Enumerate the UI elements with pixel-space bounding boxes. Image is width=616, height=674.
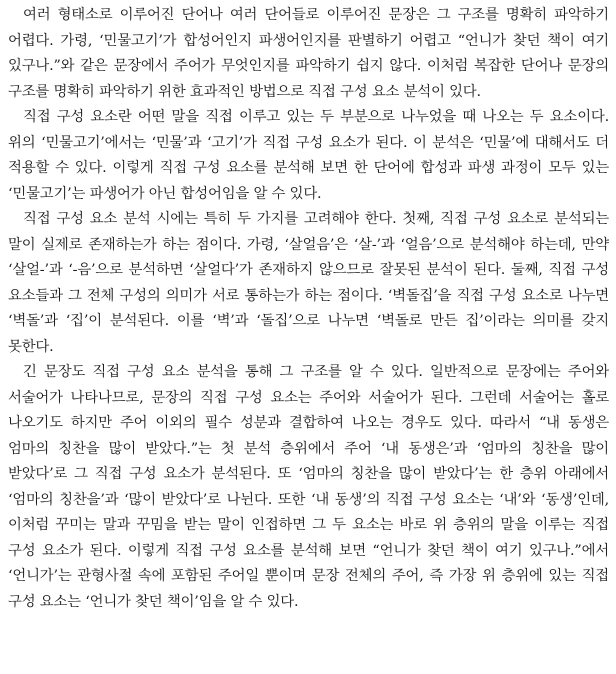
paragraph-intro: 여러 형태소로 이루어진 단어나 여러 단어들로 이루어진 문장은 그 구조를 명확히 파악하기 어렵다. 가령, ‘민물고기’가 합성어인지 파생어인지를 판별하기 어렵고 “언니가 찾던 책이 여기 있구나.”와 같은 문장에서 주어가 무엇인지를 파악하기 쉽지 않다. 이처럼 복잡한 단어나 문장의 구조를 명확히 파악하기 위한 효과적인 방법으로 직접 구성 요소 분석이 있다. [8, 7, 609, 100]
paragraph-definition: 직접 구성 요소란 어떤 말을 직접 이루고 있는 두 부분으로 나누었을 때 나오는 두 요소이다. 위의 ‘민물고기’에서는 ‘민물’과 ‘고기’가 직접 구성 요소가 된다. 이 분석은 ‘민물’에 대해서도 더 적용할 수 있다. 이렇게 직접 구성 요소를 분석해 보면 한 단어에 합성과 파생 과정이 모두 있는 ‘민물고기’는 파생어가 아닌 합성어임을 알 수 있다. [8, 109, 609, 202]
paragraph-considerations: 직접 구성 요소 분석 시에는 특히 두 가지를 고려해야 한다. 첫째, 직접 구성 요소로 분석되는 말이 실제로 존재하는가 하는 점이다. 가령, ‘살얼음’은 ‘살-’과 ‘얼음’으로 분석해야 하는데, 만약 ‘살얼-’과 ‘-음’으로 분석하면 ‘살얼다’가 존재하지 않으므로 잘못된 분석이 된다. 둘째, 직접 구성 요소들과 그 전체 구성의 의미가 서로 통하는가 하는 점이다. ‘벽돌집’을 직접 구성 요소로 나누면 ‘벽돌’과 ‘집’이 분석된다. 이를 ‘벽’과 ‘돌집’으로 나누면 ‘벽돌로 만든 집’이라는 의미를 갖지 못한다. [8, 211, 609, 355]
paragraph-sentence-analysis: 긴 문장도 직접 구성 요소 분석을 통해 그 구조를 알 수 있다. 일반적으로 문장에는 주어와 서술어가 나타나므로, 문장의 직접 구성 요소는 주어와 서술어가 된다. 그런데 서술어는 홀로 나오기도 하지만 주어 이외의 필수 성분과 결합하여 나오는 경우도 있다. 따라서 “내 동생은 엄마의 칭찬을 많이 받았다.”는 첫 분석 층위에서 주어 ‘내 동생은’과 ‘엄마의 칭찬을 많이 받았다’로 그 직접 구성 요소가 분석된다. 또 ‘엄마의 칭찬을 많이 받았다’는 한 층위 아래에서 ‘엄마의 칭찬을’과 ‘많이 받았다’로 나뉜다. 또한 ‘내 동생’의 직접 구성 요소는 ‘내’와 ‘동생’인데, 이처럼 꾸미는 말과 꾸밈을 받는 말이 인접하면 그 두 요소는 바로 위 층위의 말을 이루는 직접 구성 요소가 된다. 이렇게 직접 구성 요소를 분석해 보면 “언니가 찾던 책이 여기 있구나.”에서 ‘언니가’는 관형사절 속에 포함된 주어일 뿐이며 문장 전체의 주어, 즉 가장 위 층위에 있는 직접 구성 요소는 ‘언니가 찾던 책이’임을 알 수 있다. [8, 364, 609, 610]
